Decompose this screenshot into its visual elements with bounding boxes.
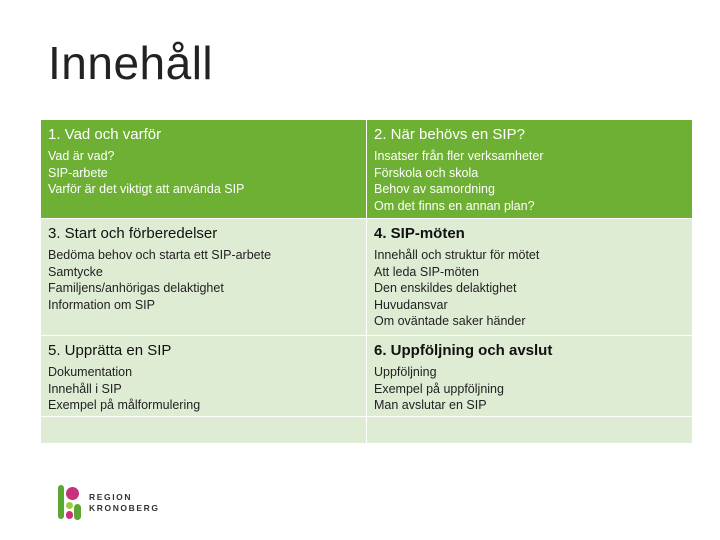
logo-mark-icon [55,485,83,521]
empty-cell [41,417,366,443]
section-title: 3. Start och förberedelser [48,225,218,242]
section-items [48,148,360,198]
section-title: 2. När behövs en SIP? [374,126,525,143]
list-item: Innehåll och struktur för mötet [374,248,540,262]
list-item: Behov av samordning [374,182,495,196]
logo-line-2: KRONOBERG [89,503,160,513]
list-item: Man avslutar en SIP [374,398,487,412]
section-title: 5. Upprätta en SIP [48,342,172,359]
empty-cell [367,417,692,443]
section-6 [367,336,692,416]
list-item: Insatser från fler verksamheter [374,149,544,163]
list-item: Om oväntade saker händer [374,314,526,328]
content-table [41,120,692,443]
list-item: Bedöma behov och starta ett SIP-arbete [48,248,272,262]
section-items [374,148,686,214]
list-item: Att leda SIP-möten [374,264,479,279]
list-item: Huvudansvar [374,297,448,312]
section-3 [41,219,366,335]
list-item: Varför är det viktigt att använda SIP [48,182,245,196]
section-items [48,247,360,313]
section-items [48,364,360,414]
section-items [374,247,686,330]
list-item: Exempel på uppföljning [374,381,504,396]
list-item: Exempel på målformulering [48,398,201,412]
list-item: Samtycke [48,264,103,279]
list-item: Familjens/anhörigas delaktighet [48,281,224,295]
list-item: Dokumentation [48,365,133,379]
section-5 [41,336,366,416]
logo-wordmark [89,492,160,514]
section-title: 4. SIP-möten [374,225,465,242]
section-title: 6. Uppföljning och avslut [374,342,553,359]
list-item: Innehåll i SIP [48,381,122,396]
list-item: Den enskildes delaktighet [374,281,517,295]
page-title: Innehåll [48,37,214,89]
list-item: Information om SIP [48,297,155,312]
section-items [374,364,686,414]
list-item: Om det finns en annan plan? [374,198,535,213]
list-item: Uppföljning [374,365,437,379]
section-2 [367,120,692,218]
logo-line-1: REGION [89,492,133,502]
section-1 [41,120,366,218]
list-item: Vad är vad? [48,149,115,163]
section-4 [367,219,692,335]
list-item: Förskola och skola [374,165,479,180]
list-item: SIP-arbete [48,165,108,180]
section-title: 1. Vad och varför [48,126,162,143]
region-kronoberg-logo [55,485,160,521]
